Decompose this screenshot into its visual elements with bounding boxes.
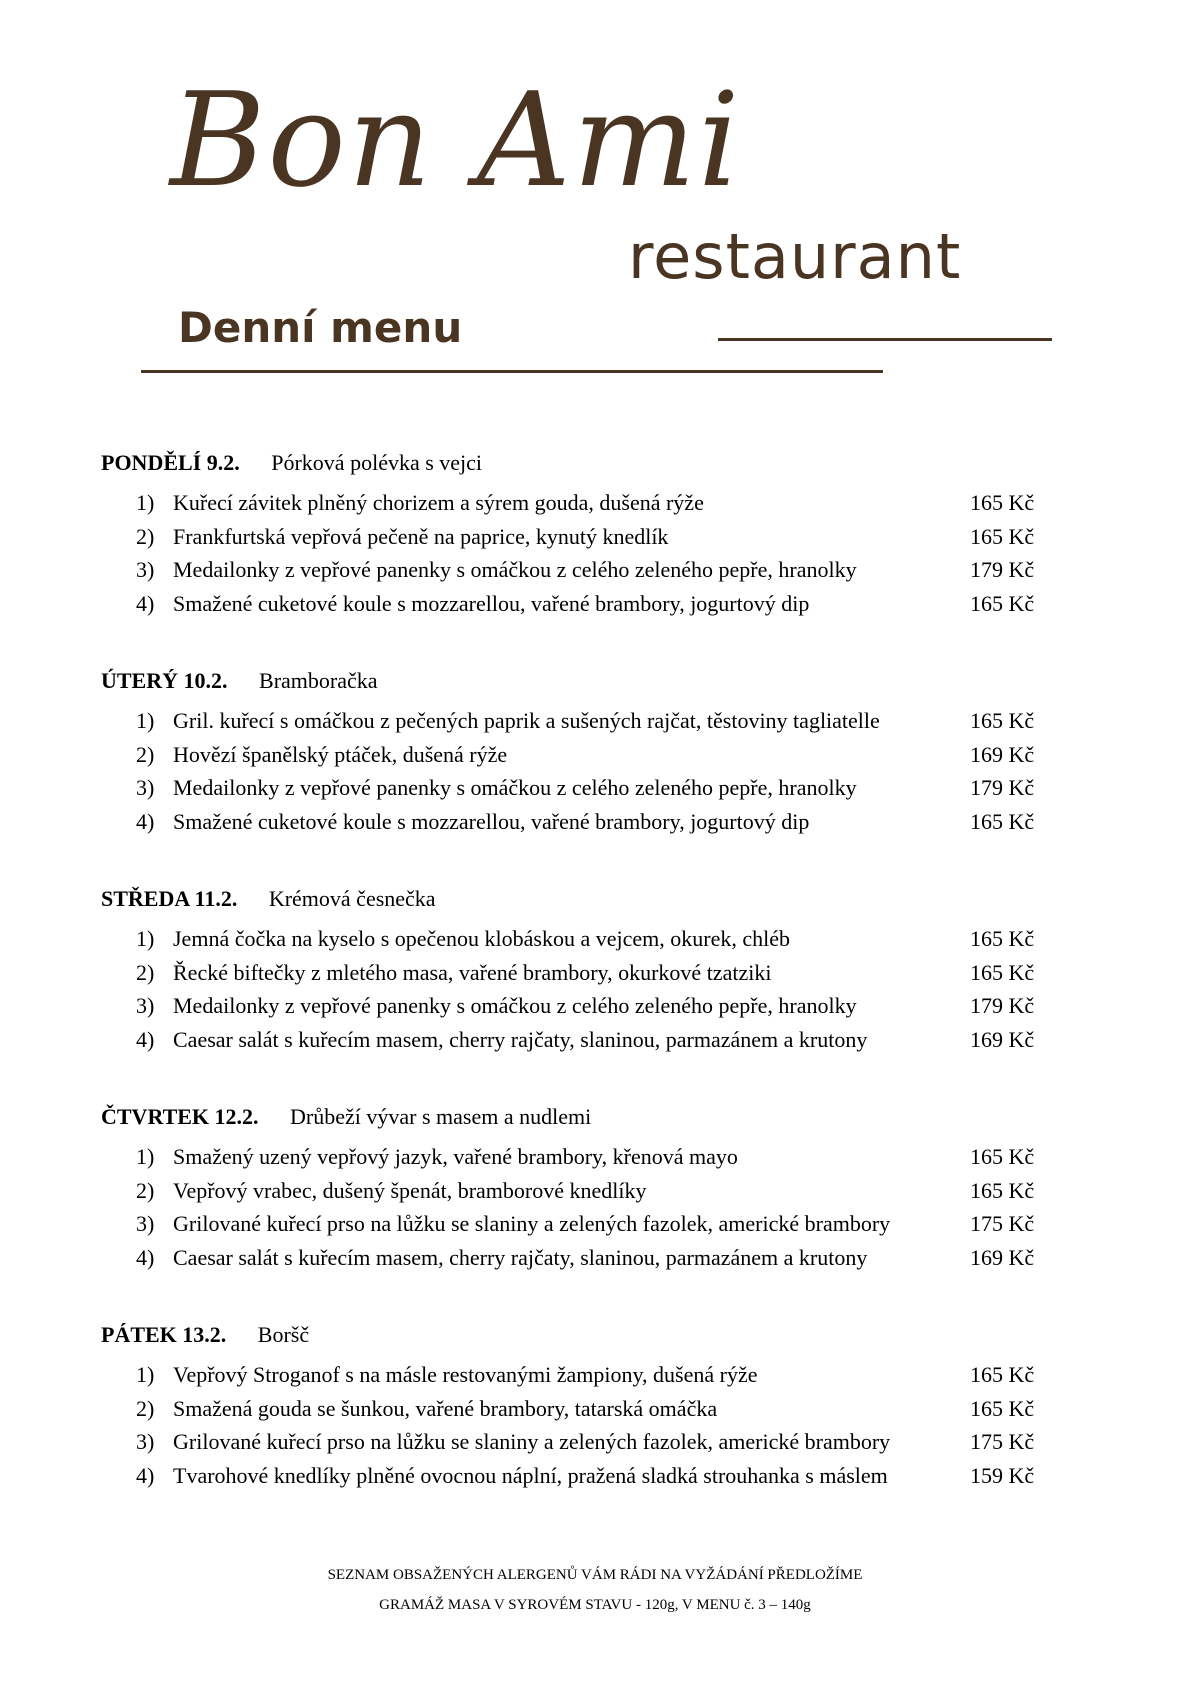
page-title: Denní menu [178,303,463,352]
dish-list [101,1358,1061,1492]
dish-price: 165 Kč [970,1395,1035,1421]
dish-number: 2) [136,523,155,549]
dish-number: 3) [136,1429,155,1454]
day-section-monday [101,444,1061,662]
dish-price: 179 Kč [970,993,1035,1018]
dish-row [101,587,1061,621]
brand-subtitle: restaurant [628,220,962,293]
dish-name: Caesar salát s kuřecím masem, cherry rajčaty, slaninou, parmazánem a krutony [173,1026,868,1052]
soup-of-day: Krémová česnečka [268,886,436,911]
soup-of-day: Pórková polévka s vejci [271,450,483,475]
dish-number: 3) [136,1211,155,1236]
day-name: PONDĚLÍ 9.2. [101,450,240,475]
dish-list [101,704,1061,838]
dish-number: 1) [136,490,155,515]
day-name: STŘEDA 11.2. [101,886,238,911]
dish-row [101,1241,1061,1275]
dish-name: Caesar salát s kuřecím masem, cherry rajčaty, slaninou, parmazánem a krutony [173,1244,868,1270]
day-header [101,444,1061,482]
dish-name: Medailonky z vepřové panenky s omáčkou z celého zeleného pepře, hranolky [173,557,857,582]
dish-name: Gril. kuřecí s omáčkou z pečených paprik a sušených rajčat, těstoviny tagliatelle [173,708,880,733]
dish-row [101,771,1061,805]
day-header [101,662,1061,700]
day-name: ČTVRTEK 12.2. [101,1104,259,1129]
dish-name: Jemná čočka na kyselo s opečenou klobáskou a vejcem, okurek, chléb [173,926,791,951]
soup-of-day: Drůbeží vývar s masem a nudlemi [290,1104,592,1129]
soup-of-day: Bramboračka [259,668,378,693]
dish-number: 3) [136,775,155,800]
allergen-note: SEZNAM OBSAŽENÝCH ALERGENŮ VÁM RÁDI NA VYŽÁDÁNÍ PŘEDLOŽÍME [327,1567,863,1583]
dish-name: Kuřecí závitek plněný chorizem a sýrem gouda, dušená rýže [173,490,704,515]
day-section-friday [101,1316,1061,1534]
dish-row [101,1459,1061,1493]
dish-number: 1) [136,926,155,951]
dish-name: Smažený uzený vepřový jazyk, vařené brambory, křenová mayo [173,1144,738,1169]
dish-price: 175 Kč [970,1211,1035,1236]
dish-name: Frankfurtská vepřová pečeně na paprice, kynutý knedlík [173,523,669,549]
menu-days [101,444,1061,1534]
dish-row [101,1358,1061,1392]
dish-number: 4) [136,1026,155,1052]
dish-price: 169 Kč [970,1026,1035,1052]
dish-price: 165 Kč [970,1177,1035,1203]
dish-price: 165 Kč [970,1144,1035,1169]
dish-number: 2) [136,1177,155,1203]
day-header [101,880,1061,918]
dish-list [101,486,1061,620]
dish-name: Hovězí španělský ptáček, dušená rýže [173,741,508,767]
dish-row [101,1023,1061,1057]
dish-number: 2) [136,1395,155,1421]
day-name: PÁTEK 13.2. [101,1322,227,1347]
dish-name: Medailonky z vepřové panenky s omáčkou z celého zeleného pepře, hranolky [173,993,857,1018]
day-name: ÚTERÝ 10.2. [101,668,228,693]
dish-price: 165 Kč [970,708,1035,733]
dish-list [101,1140,1061,1274]
dish-number: 1) [136,708,155,733]
dish-name: Vepřový Stroganof s na másle restovanými žampiony, dušená rýže [173,1362,758,1387]
dish-number: 4) [136,808,155,834]
dish-price: 165 Kč [970,523,1035,549]
dish-price: 165 Kč [970,1362,1035,1387]
dish-name: Řecké biftečky z mletého masa, vařené brambory, okurkové tzatziki [173,959,772,985]
day-section-wednesday [101,880,1061,1098]
dish-number: 2) [136,741,155,767]
dish-price: 169 Kč [970,1244,1035,1270]
dish-price: 165 Kč [970,959,1035,985]
soup-of-day: Boršč [257,1322,310,1347]
dish-row [101,989,1061,1023]
dish-row [101,805,1061,839]
dish-price: 175 Kč [970,1429,1035,1454]
dish-name: Smažené cuketové koule s mozzarellou, vařené brambory, jogurtový dip [173,808,810,834]
dish-price: 165 Kč [970,926,1035,951]
dish-row [101,956,1061,990]
dish-row [101,704,1061,738]
dish-row [101,553,1061,587]
dish-row [101,520,1061,554]
dish-number: 3) [136,993,155,1018]
dish-price: 165 Kč [970,490,1035,515]
dish-price: 159 Kč [970,1462,1035,1488]
dish-row [101,1425,1061,1459]
day-section-thursday [101,1098,1061,1316]
weight-note: GRAMÁŽ MASA V SYROVÉM STAVU - 120g, V MENU č. 3 – 140g [379,1597,811,1613]
dish-name: Smažené cuketové koule s mozzarellou, vařené brambory, jogurtový dip [173,590,810,616]
dish-number: 1) [136,1362,155,1387]
restaurant-logo [170,60,920,220]
dish-number: 4) [136,1462,155,1488]
dish-row [101,1140,1061,1174]
dish-row [101,1207,1061,1241]
dish-row [101,922,1061,956]
dish-price: 165 Kč [970,590,1035,616]
dish-price: 179 Kč [970,557,1035,582]
dish-price: 179 Kč [970,775,1035,800]
day-header [101,1098,1061,1136]
dish-row [101,1392,1061,1426]
dish-list [101,922,1061,1056]
divider-right [718,338,1052,341]
dish-name: Grilované kuřecí prso na lůžku se slaniny a zelených fazolek, americké brambory [173,1429,891,1454]
dish-number: 1) [136,1144,155,1169]
dish-row [101,738,1061,772]
dish-price: 169 Kč [970,741,1035,767]
day-section-tuesday [101,662,1061,880]
dish-name: Tvarohové knedlíky plněné ovocnou náplní, pražená sladká strouhanka s máslem [173,1462,888,1488]
dish-price: 165 Kč [970,808,1035,834]
dish-number: 3) [136,557,155,582]
day-header [101,1316,1061,1354]
divider-left [141,370,883,373]
dish-name: Smažená gouda se šunkou, vařené brambory, tatarská omáčka [173,1395,718,1421]
dish-name: Medailonky z vepřové panenky s omáčkou z celého zeleného pepře, hranolky [173,775,857,800]
brand-name: Bon Ami [170,64,742,216]
dish-name: Vepřový vrabec, dušený špenát, bramborové knedlíky [173,1177,647,1203]
dish-number: 4) [136,1244,155,1270]
dish-row [101,486,1061,520]
dish-name: Grilované kuřecí prso na lůžku se slaniny a zelených fazolek, americké brambory [173,1211,891,1236]
dish-row [101,1174,1061,1208]
dish-number: 4) [136,590,155,616]
dish-number: 2) [136,959,155,985]
